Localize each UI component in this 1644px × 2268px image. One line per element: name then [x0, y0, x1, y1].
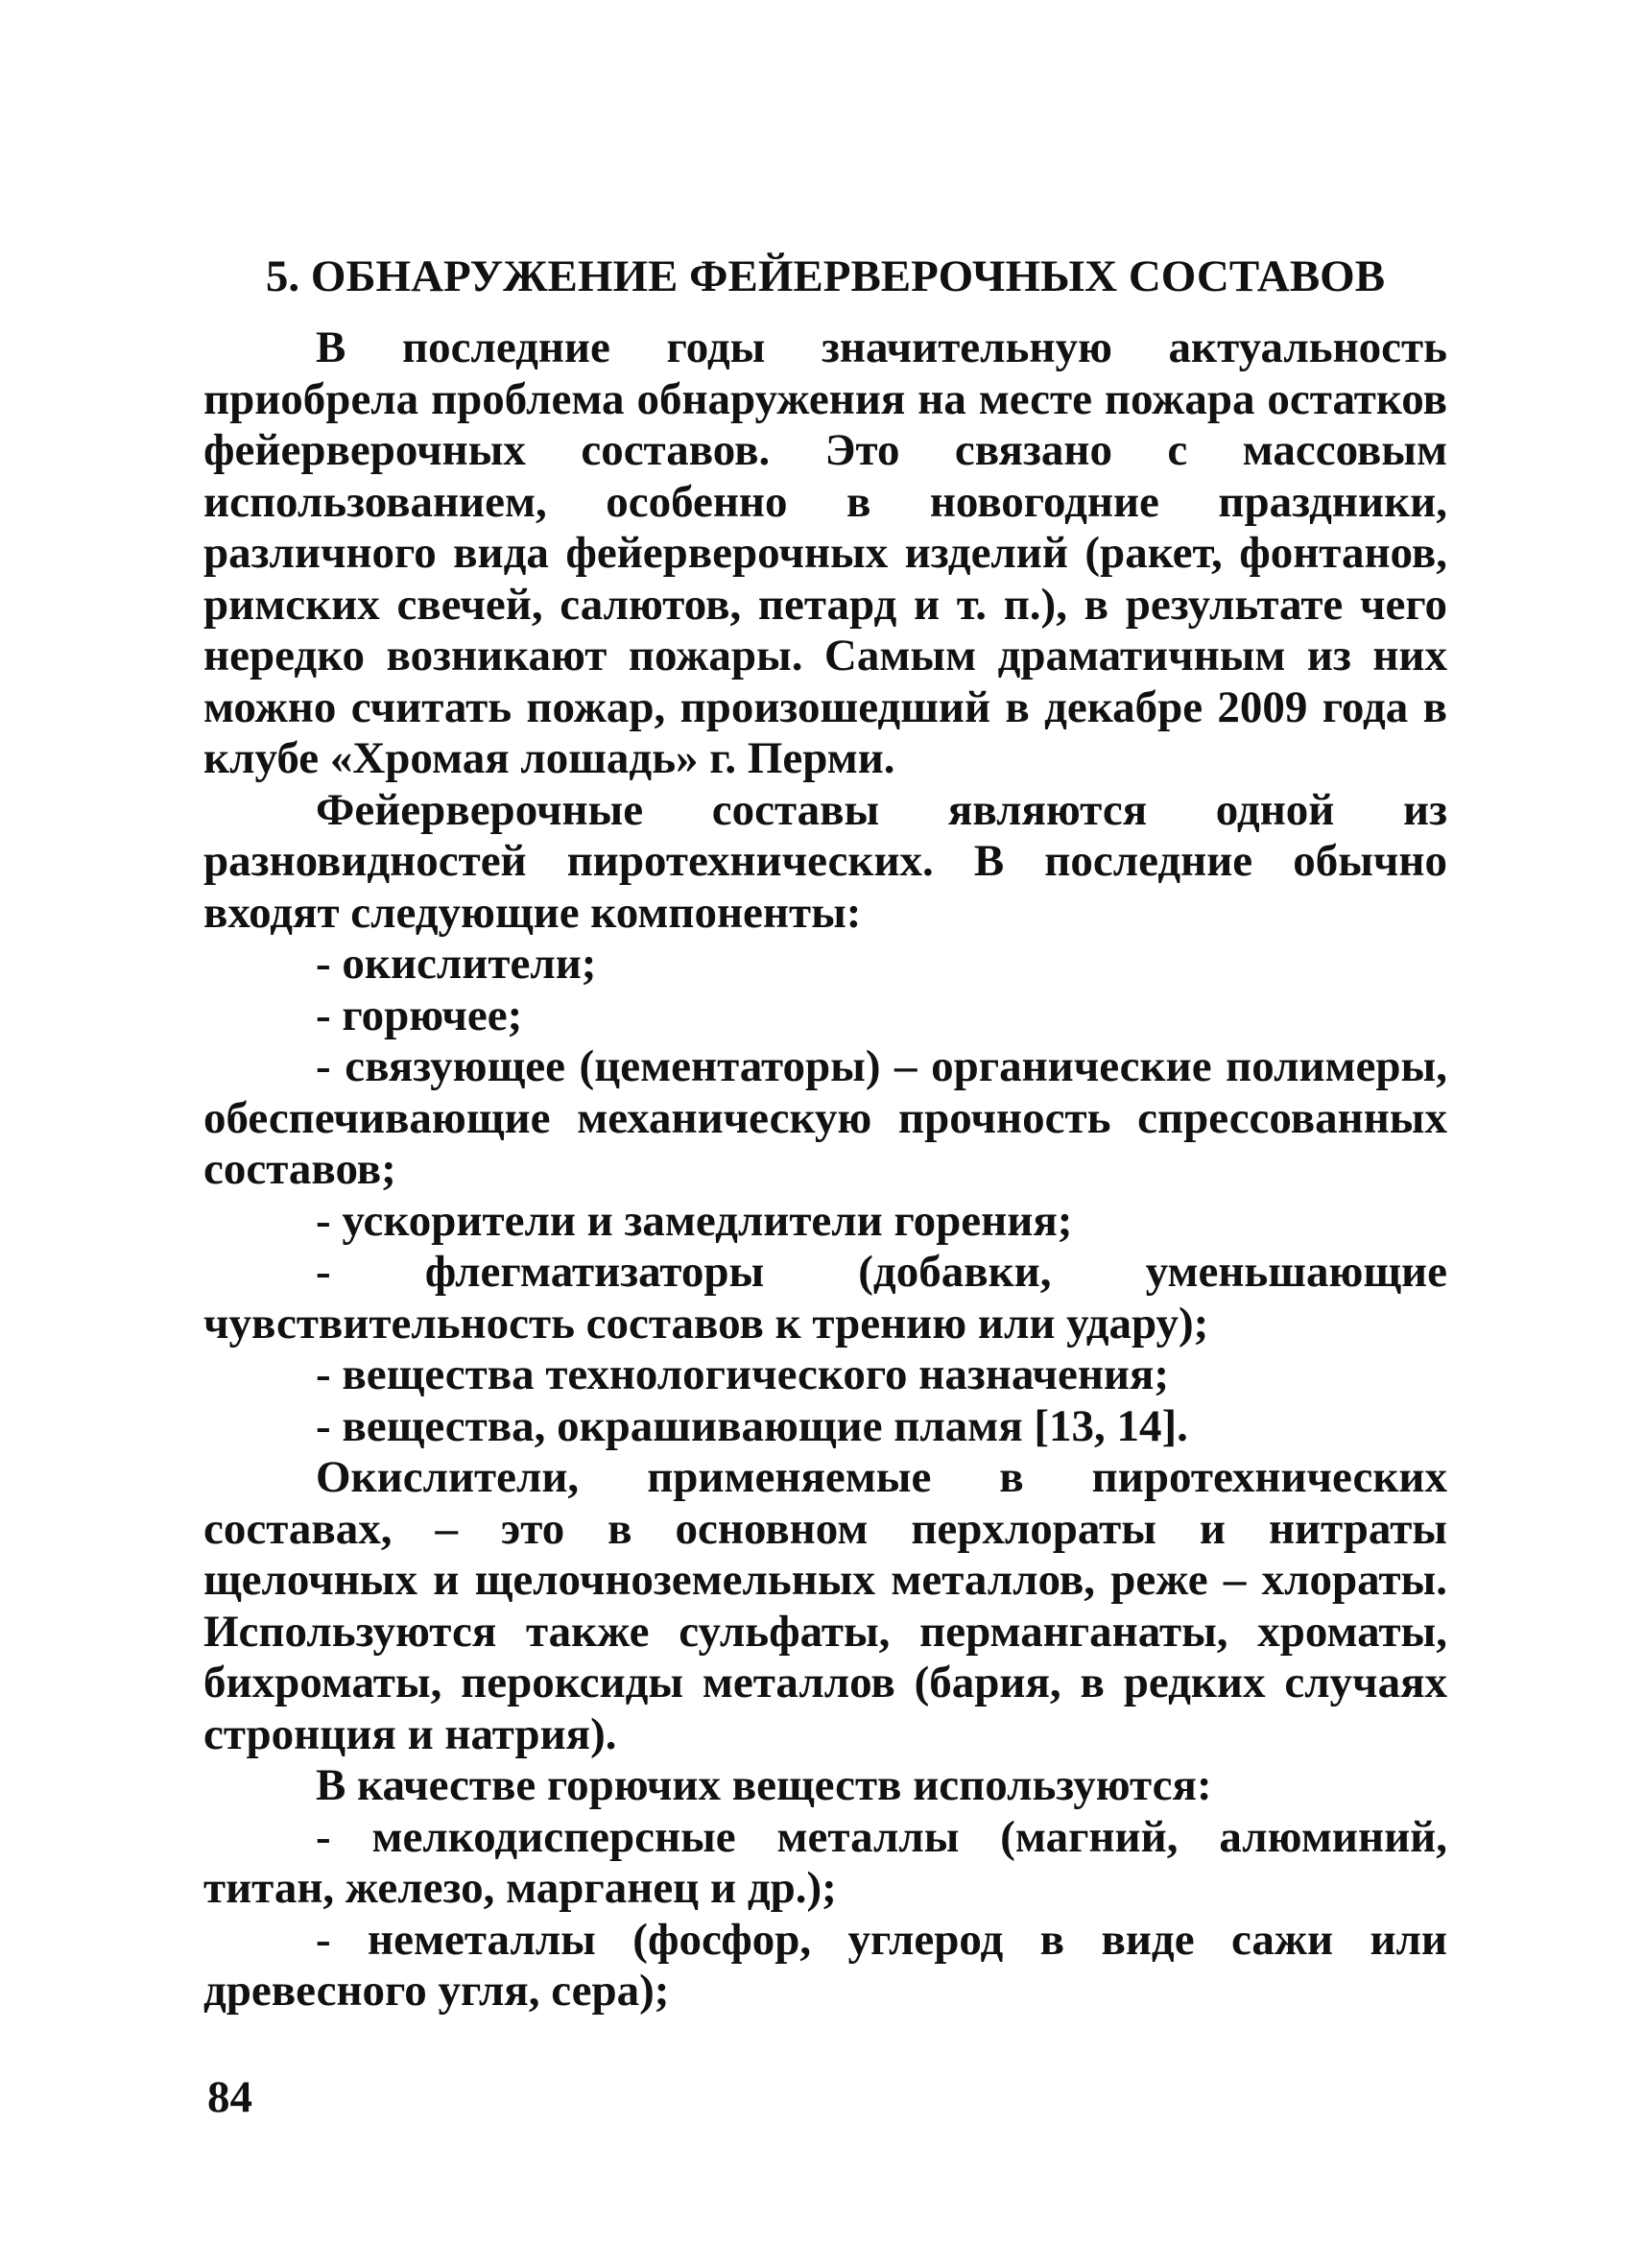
fuels-intro-after: используются: [901, 1760, 1212, 1810]
list-item: - флегматизаторы (добавки, уменьшающие чувствительность составов к трению или удару); [203, 1247, 1447, 1349]
list-item: - ускорители и замедлители горения; [316, 1195, 1073, 1246]
list-item: - мелкодисперсные металлы (магний, алюминий, титан, железо, марганец и др.); [203, 1811, 1447, 1913]
paragraph-fuels-intro [203, 1760, 1447, 1812]
section-title: 5. ОБНАРУЖЕНИЕ ФЕЙЕРВЕРОЧНЫХ СОСТАВОВ [265, 251, 1386, 301]
list-item: - связующее (цементаторы) – органические полимеры, обеспечивающие механическую прочность спрессованных составов; [203, 1041, 1447, 1194]
oxidizers-term: Окислители, [316, 1452, 580, 1502]
fuels-term: горючих веществ [546, 1760, 902, 1810]
paragraph-oxidizers [203, 1452, 1447, 1760]
paragraph-components-intro: Фейерверочные составы являются одной из разновидностей пиротехнических. В последние обычно входят следующие компоненты: [203, 784, 1447, 938]
list-item: - вещества, окрашивающие пламя [13, 14]. [316, 1400, 1188, 1451]
page-number: 84 [207, 2072, 252, 2122]
paragraph-intro: В последние годы значительную актуальность приобрела проблема обнаружения на месте пожара остатков фейерверочных составов. Это связано с массовым использованием, особенно в новогодние праздники, различного вида фейерверочных изделий (ракет, фонтанов, римских свечей, салютов, петард и т. п.), в результате чего нередко возникают пожары. Самым драматичным из них можно считать пожар, произошедший в декабре 2009 года в клубе «Хромая лошадь» г. Перми. [203, 322, 1447, 783]
fuels-list [203, 1812, 1447, 2017]
list-item: - вещества технологического назначения; [316, 1349, 1170, 1399]
list-item: - неметаллы (фосфор, углерод в виде сажи или древесного угля, сера); [203, 1914, 1447, 2016]
list-item: - окислители; [316, 939, 597, 989]
list-item: - горючее; [316, 990, 523, 1040]
page-body [203, 248, 1447, 2017]
oxidizers-text: применяемые в пиротехнических составах, – это в основном перхлораты и нитраты щелочных и щелочноземельных металлов, реже – хлораты. Используются также сульфаты, перманганаты, хроматы, бихроматы, пероксиды металлов (бария, в редких случаях стронция и натрия). [203, 1452, 1447, 1759]
components-list [203, 939, 1447, 1452]
fuels-intro-before: В качестве [316, 1760, 547, 1810]
